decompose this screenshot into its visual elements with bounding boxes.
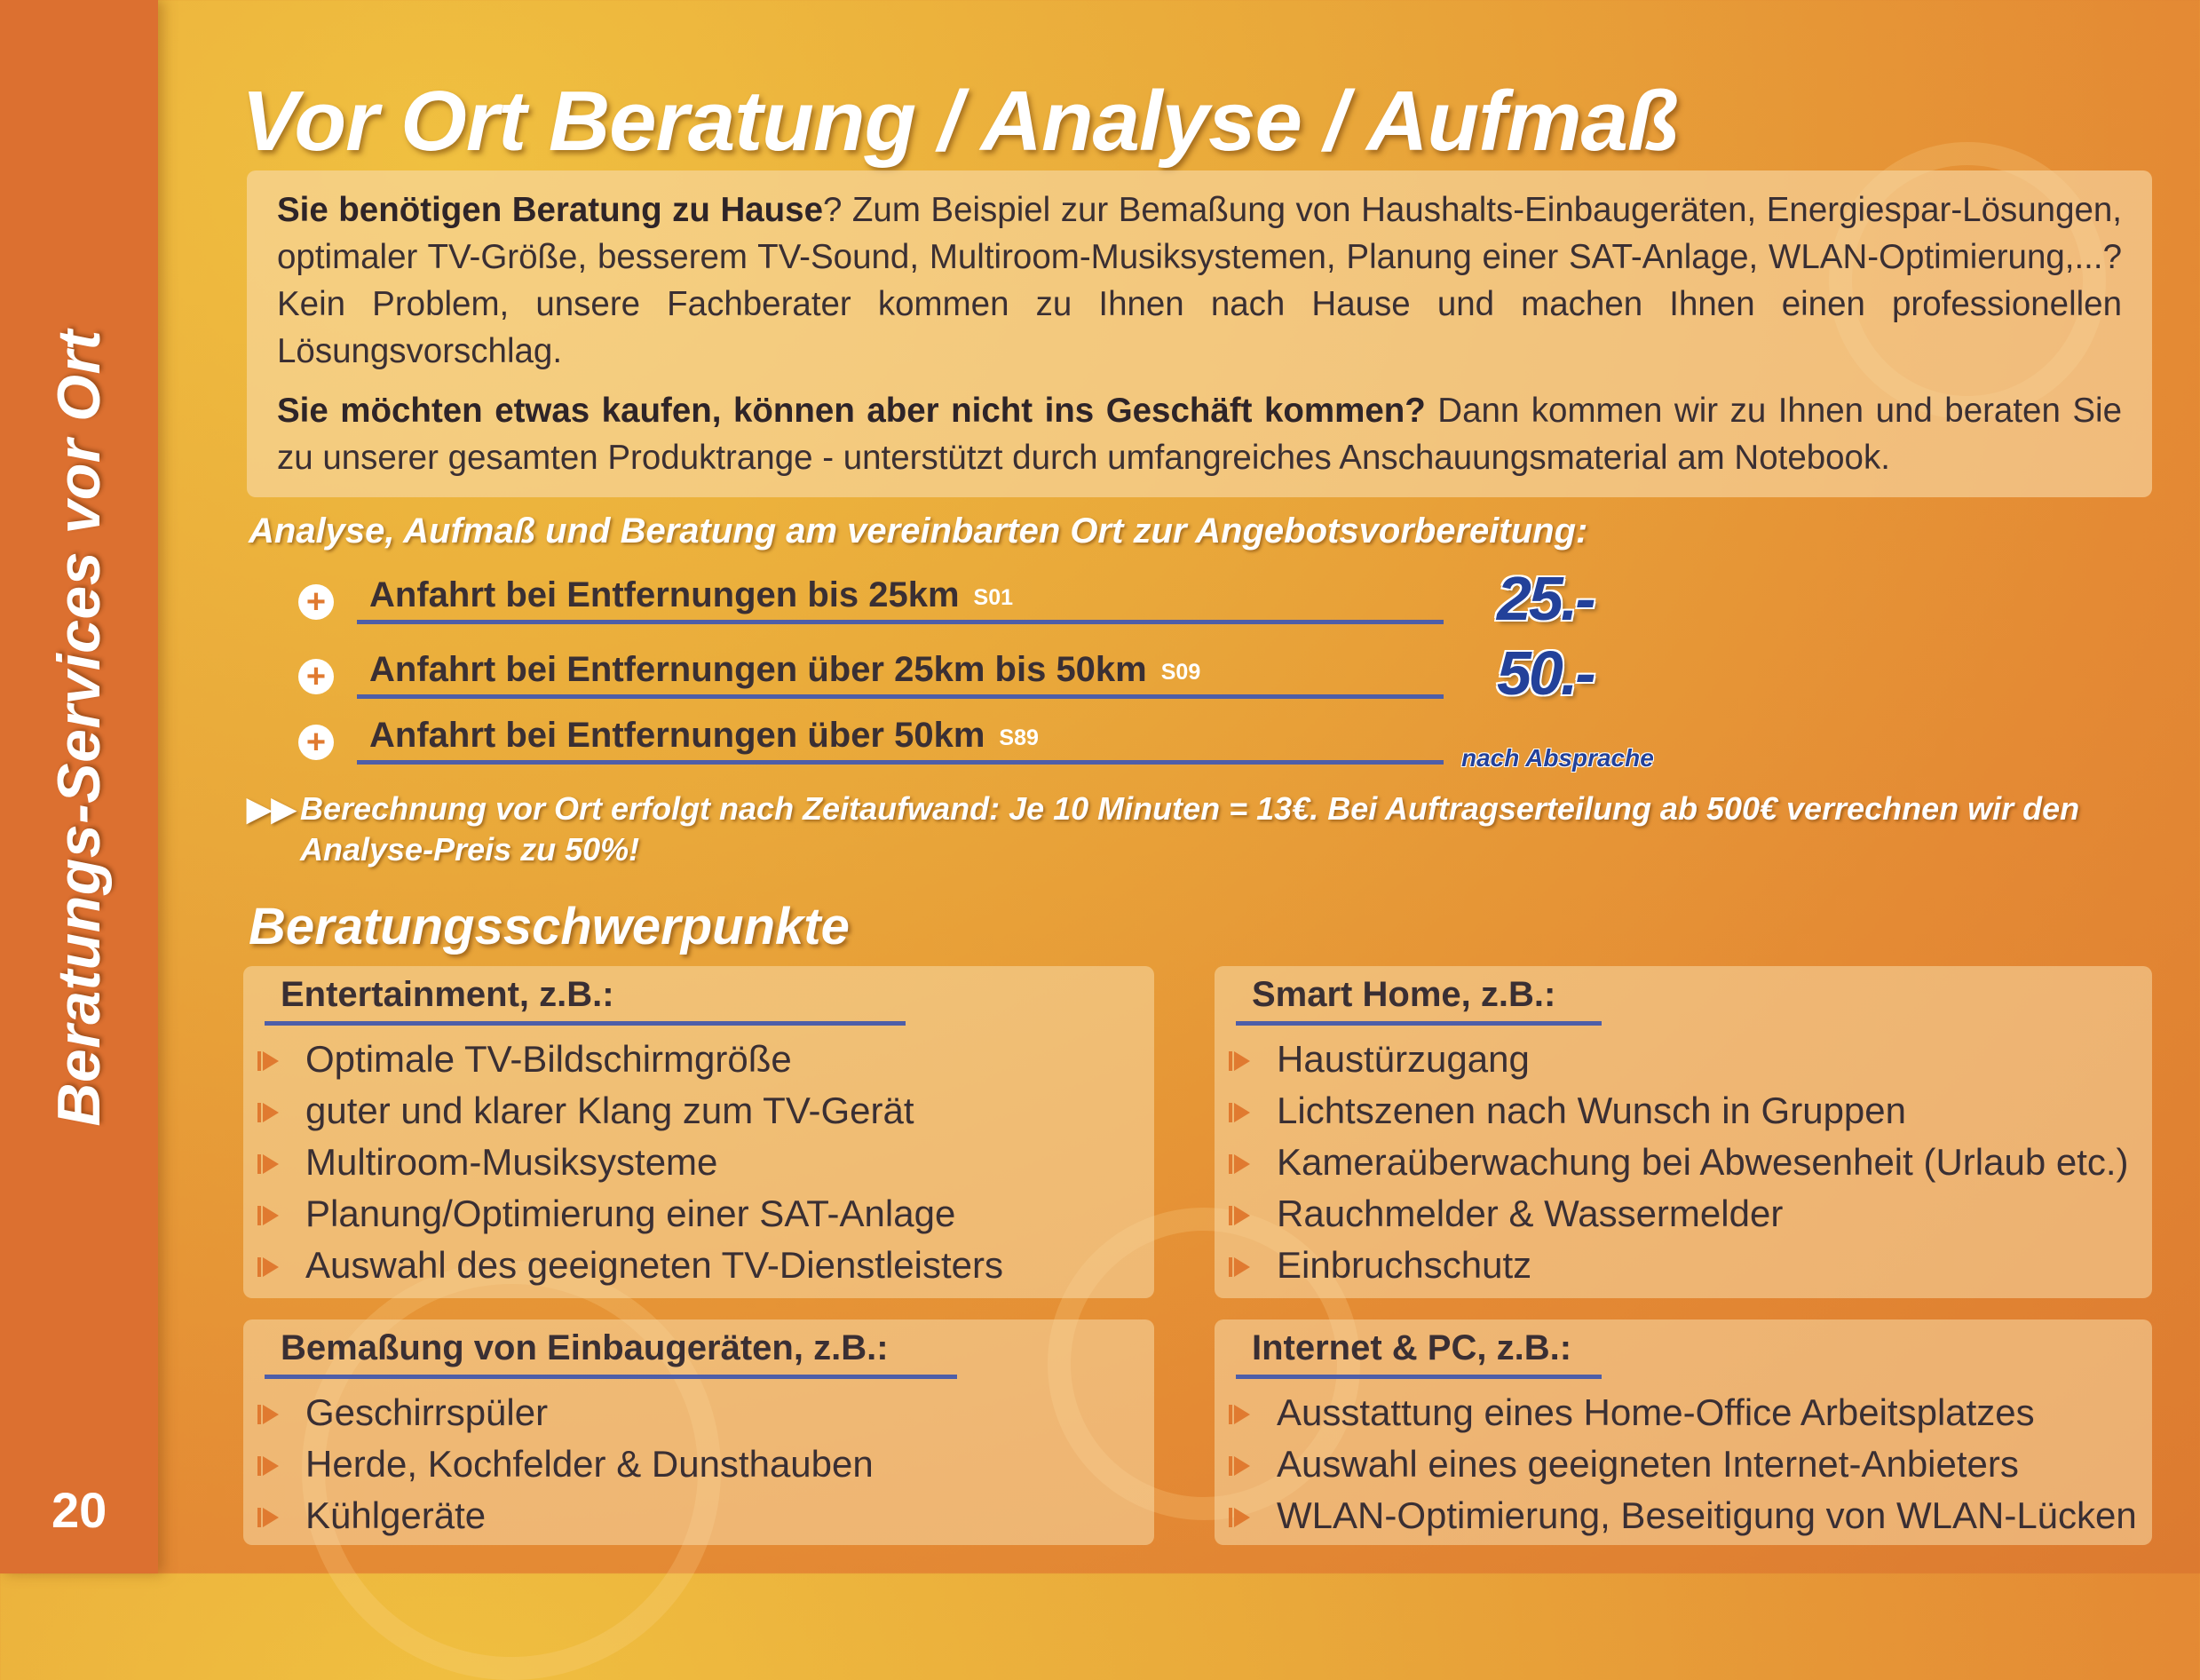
list-item: Rauchmelder & Wassermelder bbox=[1234, 1188, 2129, 1240]
fee-row bbox=[298, 709, 1654, 772]
calculation-note bbox=[247, 788, 2147, 870]
card-underline bbox=[1236, 1375, 1602, 1379]
calculation-note-text: Berechnung vor Ort erfolgt nach Zeitaufwand: Je 10 Minuten = 13€. Bei Auftragserteilung ab 500€ verrechnen wir den Analyse-Preis zu 50%! bbox=[300, 790, 2080, 868]
smart-home-list bbox=[1234, 1034, 2129, 1291]
fee-code: S01 bbox=[973, 585, 1014, 610]
intro-p1-text: ? Zum Beispiel zur Bemaßung von Haushalts-Einbaugeräten, Energiespar-Lösungen, optimaler TV-Größe, besserem TV-Sound, Multiroom-Musiksystemen, Planung einer SAT-Anlage, WLAN-Optimierung,...? Kein Problem, unsere Fachberater kommen zu Ihnen nach Hause und machen Ihnen einen professionellen Lösungsvorschlag. bbox=[277, 191, 2122, 370]
fee-code: S89 bbox=[999, 725, 1039, 750]
play-arrow-icon bbox=[1234, 1103, 1250, 1122]
appliances-list bbox=[263, 1387, 874, 1541]
fee-underline bbox=[357, 620, 1444, 624]
appliances-card bbox=[243, 1319, 1154, 1545]
smart-home-card bbox=[1215, 966, 2152, 1298]
internet-card bbox=[1215, 1319, 2152, 1545]
list-item: Einbruchschutz bbox=[1234, 1240, 2129, 1291]
fee-label: Anfahrt bei Entfernungen über 25km bis 50km S09 bbox=[369, 650, 1201, 689]
play-arrow-icon bbox=[263, 1405, 279, 1424]
card-underline bbox=[265, 1375, 957, 1379]
list-item: Optimale TV-Bildschirmgröße bbox=[263, 1034, 1003, 1085]
list-item: Kühlgeräte bbox=[263, 1490, 874, 1541]
card-underline bbox=[265, 1021, 906, 1026]
sidebar-title: Beratungs-Services vor Ort bbox=[45, 329, 113, 1127]
page-number: 20 bbox=[51, 1482, 107, 1538]
entertainment-card bbox=[243, 966, 1154, 1298]
plus-icon: + bbox=[298, 659, 334, 694]
list-item: Kameraüberwachung bei Abwesenheit (Urlaub etc.) bbox=[1234, 1137, 2129, 1188]
fee-label: Anfahrt bei Entfernungen bis 25km S01 bbox=[369, 575, 1014, 614]
fee-code: S09 bbox=[1160, 660, 1201, 685]
list-item: Geschirrspüler bbox=[263, 1387, 874, 1438]
card-title: Entertainment, z.B.: bbox=[281, 975, 614, 1014]
card-underline bbox=[1236, 1021, 1602, 1026]
play-arrow-icon bbox=[263, 1051, 279, 1071]
play-arrow-icon bbox=[263, 1154, 279, 1174]
fee-row bbox=[298, 638, 1630, 708]
list-item: Herde, Kochfelder & Dunsthauben bbox=[263, 1438, 874, 1490]
card-title: Internet & PC, z.B.: bbox=[1252, 1328, 1572, 1367]
list-item: Haustürzugang bbox=[1234, 1034, 2129, 1085]
plus-icon: + bbox=[298, 584, 334, 620]
intro-p1-bold: Sie benötigen Beratung zu Hause bbox=[277, 191, 823, 229]
list-item: guter und klarer Klang zum TV-Gerät bbox=[263, 1085, 1003, 1137]
sidebar bbox=[0, 0, 158, 1573]
play-arrow-icon bbox=[1234, 1154, 1250, 1174]
fees-heading: Analyse, Aufmaß und Beratung am vereinbarten Ort zur Angebotsvorbereitung: bbox=[249, 511, 1588, 551]
list-item: Planung/Optimierung einer SAT-Anlage bbox=[263, 1188, 1003, 1240]
fee-price: 25.- bbox=[1497, 564, 1594, 633]
entertainment-list bbox=[263, 1034, 1003, 1291]
page-title: Vor Ort Beratung / Analyse / Aufmaß bbox=[241, 74, 1679, 169]
intro-p2-bold: Sie möchten etwas kaufen, können aber nicht ins Geschäft kommen? bbox=[277, 392, 1426, 430]
plus-icon: + bbox=[298, 725, 334, 760]
play-arrow-icon bbox=[263, 1206, 279, 1225]
play-arrow-icon bbox=[1234, 1206, 1250, 1225]
play-arrow-icon bbox=[1234, 1456, 1250, 1476]
card-title: Smart Home, z.B.: bbox=[1252, 975, 1556, 1014]
internet-list bbox=[1234, 1387, 2137, 1541]
list-item: Ausstattung eines Home-Office Arbeitsplatzes bbox=[1234, 1387, 2137, 1438]
play-arrow-icon: ▶▶ bbox=[247, 790, 297, 827]
fee-underline bbox=[357, 694, 1444, 699]
play-arrow-icon bbox=[263, 1508, 279, 1527]
play-arrow-icon bbox=[263, 1456, 279, 1476]
list-item: Lichtszenen nach Wunsch in Gruppen bbox=[1234, 1085, 2129, 1137]
intro-box bbox=[247, 170, 2152, 497]
intro-paragraph-1 bbox=[277, 186, 2122, 375]
play-arrow-icon bbox=[1234, 1051, 1250, 1071]
play-arrow-icon bbox=[1234, 1257, 1250, 1277]
intro-paragraph-2 bbox=[277, 387, 2122, 481]
fee-price: 50.- bbox=[1497, 638, 1594, 708]
list-item: Auswahl eines geeigneten Internet-Anbieters bbox=[1234, 1438, 2137, 1490]
list-item: Auswahl des geeigneten TV-Dienstleisters bbox=[263, 1240, 1003, 1291]
fee-underline bbox=[357, 760, 1444, 765]
play-arrow-icon bbox=[1234, 1508, 1250, 1527]
intro-p2-text: Dann kommen wir zu Ihnen und beraten Sie zu unserer gesamten Produktrange - unterstützt durch umfangreiches Anschauungsmaterial am Notebook. bbox=[277, 392, 2122, 477]
list-item: Multiroom-Musiksysteme bbox=[263, 1137, 1003, 1188]
list-item: WLAN-Optimierung, Beseitigung von WLAN-Lücken bbox=[1234, 1490, 2137, 1541]
fee-label: Anfahrt bei Entfernungen über 50km S89 bbox=[369, 716, 1039, 755]
play-arrow-icon bbox=[263, 1103, 279, 1122]
play-arrow-icon bbox=[263, 1257, 279, 1277]
play-arrow-icon bbox=[1234, 1405, 1250, 1424]
fee-note: nach Absprache bbox=[1461, 744, 1654, 772]
focus-heading: Beratungsschwerpunkte bbox=[249, 898, 850, 955]
fee-row bbox=[298, 564, 1630, 633]
card-title: Bemaßung von Einbaugeräten, z.B.: bbox=[281, 1328, 889, 1367]
